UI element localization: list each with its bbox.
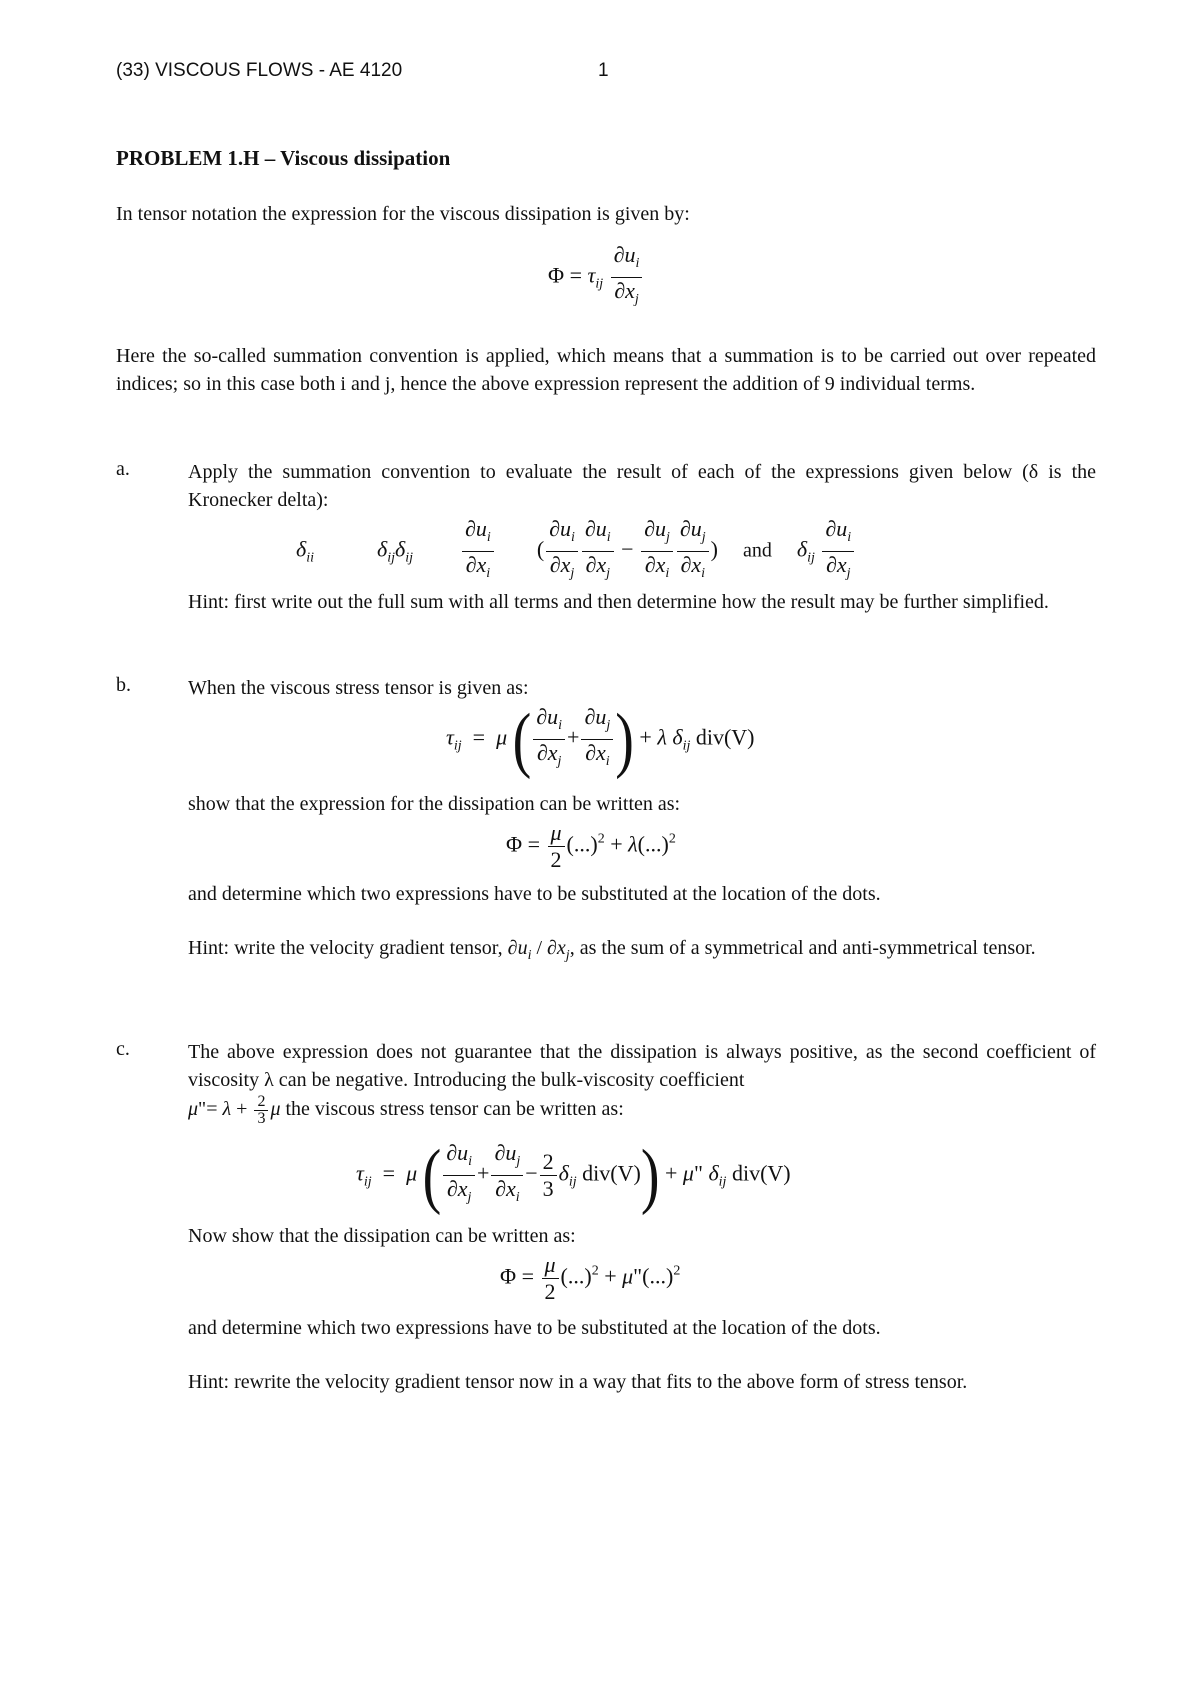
header-course: (33) VISCOUS FLOWS - AE 4120 (116, 60, 403, 81)
part-c-hint: Hint: rewrite the velocity gradient tensor now in a way that fits to the above form of stress tensor. (188, 1371, 968, 1393)
and-word: and (742, 539, 772, 562)
dissipation-equation: $\Phi = \tau_{ij}$ $\frac{\partial u_i}{\partial x_j}$ (548, 242, 644, 313)
summation-paragraph: Here the so-called summation convention is applied, which means that a summation is to be carried out over repeated indices; so in this case both i and j, hence the above expression represent the addition of 9 individual terms. (116, 345, 1096, 395)
intro-text: In tensor notation the expression for the viscous dissipation is given by: (116, 203, 690, 225)
dissipation-form-b: Φ = $\frac{\mu}{2}$ (...)$^2$ + λ(...)$^2$ (506, 820, 676, 872)
part-b-show-text: show that the expression for the dissipation can be written as: (188, 793, 681, 815)
part-c-label: c. (116, 1038, 130, 1060)
part-c-text: The above expression does not guarantee that the dissipation is always positive, as the second coefficient of viscosity λ can be negative. Introducing the bulk-viscosity coefficient (188, 1041, 1096, 1091)
part-a-hint: Hint: first write out the full sum with all terms and then determine how the result may be further simplified. (188, 591, 1049, 613)
stress-tensor-bulk-equation: $\tau_{ij} = \mu$ ( $\frac{\partial u_i}{\partial x_j}$ + $\frac{\partial u_j}{\partial x_i}$ − $\frac{2}{3}$ $\delta_{ij}$ div(V)) + μ" $\delta_{ij}$ div(V) (356, 1135, 791, 1216)
part-c-show-text: Now show that the dissipation can be written as: (188, 1225, 576, 1247)
part-a-text: Apply the summation convention to evaluate the result of each of the expressions given below (δ is the Kronecker delta): (188, 461, 1096, 511)
part-c-bulk-line: μ"= λ + $\frac{2}{3}$ μ the viscous stress tensor can be written as: (188, 1093, 624, 1127)
part-b-label: b. (116, 674, 131, 696)
part-b-hint: Hint: write the velocity gradient tensor, $\partial u_i / \partial x_j$, as the sum of a symmetrical and anti-symmetrical tensor. (188, 937, 1036, 963)
dissipation-form-c: Φ = $\frac{\mu}{2}$ (...)$^2$ + μ"(...)$^2$ (500, 1252, 681, 1304)
div-v: div(V) (695, 724, 755, 750)
problem-title: PROBLEM 1.H – Viscous dissipation (116, 146, 451, 170)
part-b-text: When the viscous stress tensor is given as: (188, 677, 529, 699)
stress-tensor-equation: $\tau_{ij} = \mu$ ( $\frac{\partial u_i}{\partial x_j}$ + $\frac{\partial u_j}{\partial x_i}$ ) + λ $\delta_{ij}$ div(V) (446, 699, 755, 780)
part-a-label: a. (116, 458, 130, 480)
part-c-determine: and determine which two expressions have to be substituted at the location of the dots. (188, 1317, 881, 1339)
part-b-determine: and determine which two expressions have to be substituted at the location of the dots. (188, 883, 881, 905)
part-a-expressions: $\delta_{ii}$ $\delta_{ij}\delta_{ij}$ $\frac{\partial u_i}{\partial x_i}$ ( $\frac{\partial u_i}{\partial x_j}$ $\frac{\partial u_i}{\partial x_j}$ − $\frac{\partial u_j}{\partial x_i}$ $\frac{\partial u_j}{\partial x_i}$ ) and $\delta_{ij}$ $\frac{\partial u_i}{\partial x_j}$ (296, 516, 936, 587)
page-number: 1 (598, 60, 609, 81)
